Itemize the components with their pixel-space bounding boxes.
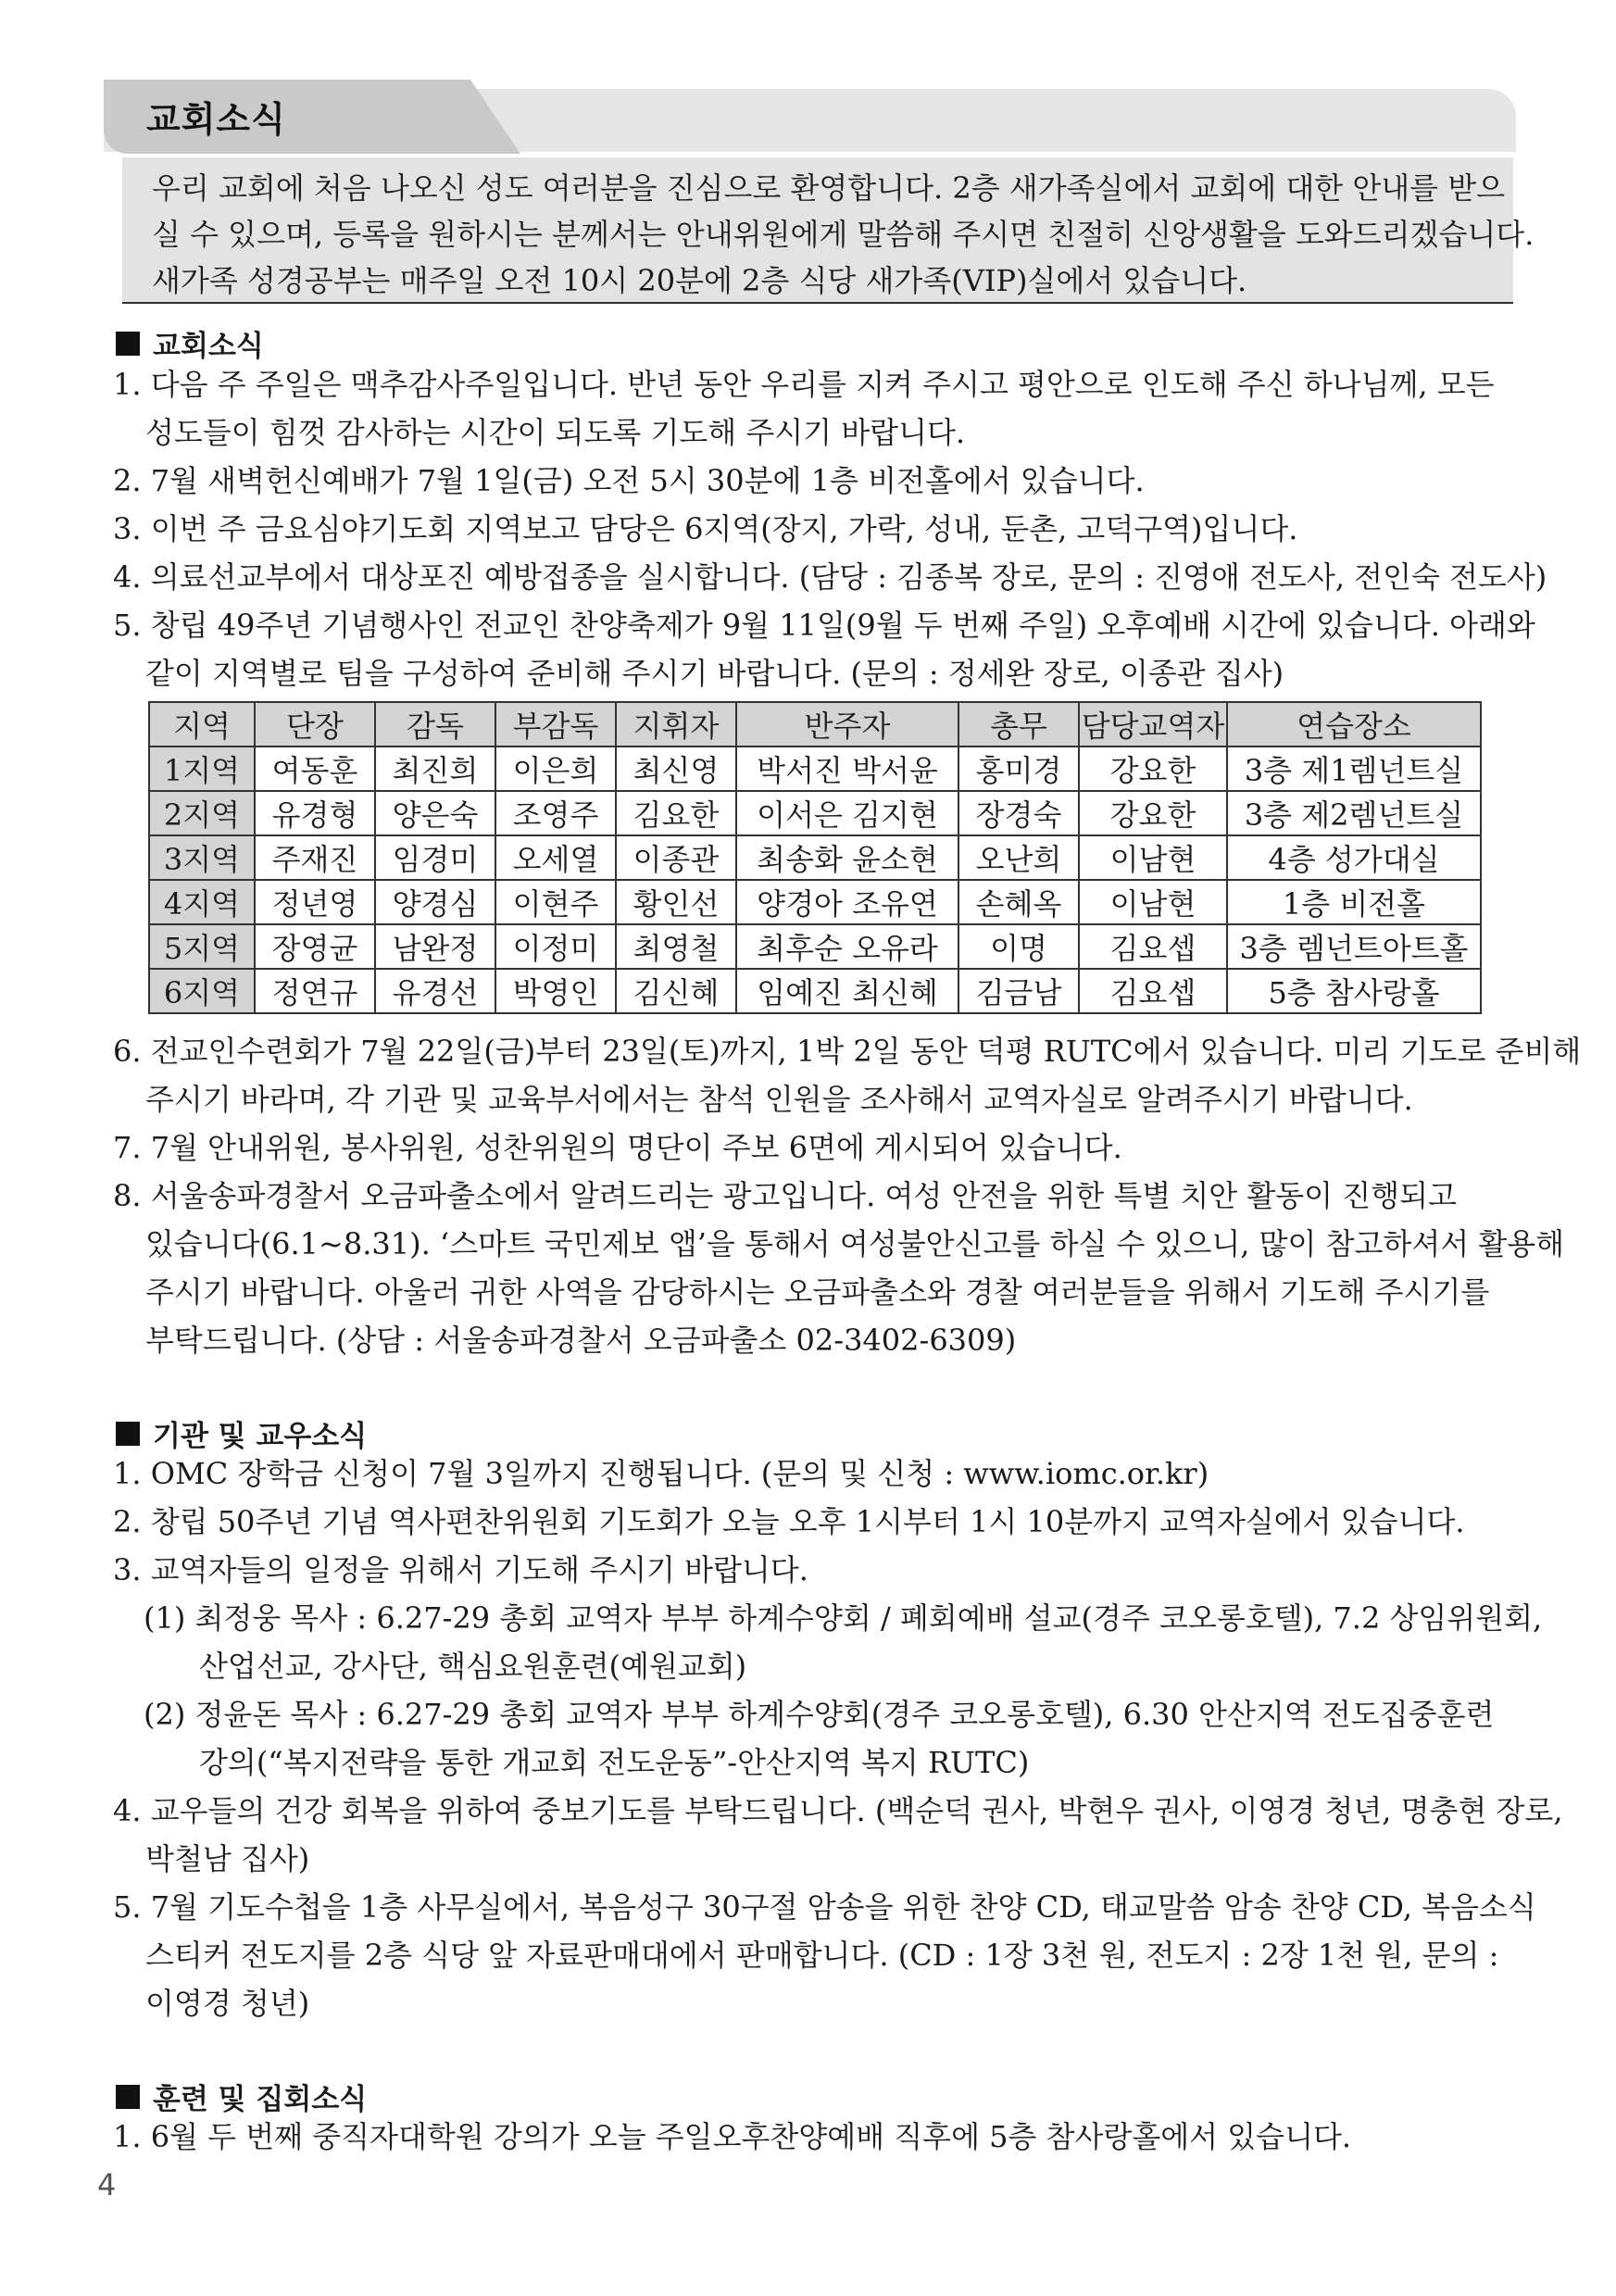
table-cell-region: 6지역 [149,969,255,1013]
table-header-cell: 담당교역자 [1079,702,1227,747]
news-line: 1. OMC 장학금 신청이 7월 3일까지 진행됩니다. (문의 및 신청 : www.iomc.or.kr) [113,1456,1209,1491]
table-cell: 강요한 [1079,747,1227,791]
section-heading-label: 훈련 및 집회소식 [153,2083,368,2116]
table-row [149,880,1481,924]
news-line: 8. 서울송파경찰서 오금파출소에서 알려드리는 광고입니다. 여성 안전을 위한 특별 치안 활동이 진행되고 [113,1178,1457,1213]
news-line: 같이 지역별로 팀을 구성하여 준비해 주시기 바랍니다. (문의 : 정세완 장로, 이종관 집사) [145,656,1284,691]
table-header-cell: 총무 [958,702,1079,747]
news-line: 5. 7월 기도수첩을 1층 사무실에서, 복음성구 30구절 암송을 위한 찬양 CD, 태교말씀 암송 찬양 CD, 복음소식 [113,1889,1536,1925]
table-cell-region: 1지역 [149,747,255,791]
news-line: 주시기 바랍니다. 아울러 귀한 사역을 감당하시는 오금파출소와 경찰 여러분들을 위해서 기도해 주시기를 [145,1274,1490,1310]
table-row [149,747,1481,791]
table-cell: 5층 참사랑홀 [1227,969,1481,1013]
table-cell: 황인선 [616,880,736,924]
welcome-line: 실 수 있으며, 등록을 원하시는 분께서는 안내위원에게 말씀해 주시면 친절히 신앙생활을 도와드리겠습니다. [152,217,1535,252]
table-cell: 김금남 [958,969,1079,1013]
table-cell: 이정미 [495,924,616,969]
table-cell: 박영인 [495,969,616,1013]
news-line: 박철남 집사) [145,1841,310,1876]
table-cell: 이남현 [1079,835,1227,880]
welcome-line: 우리 교회에 처음 나오신 성도 여러분을 진심으로 환영합니다. 2층 새가족실에서 교회에 대한 안내를 받으 [152,170,1506,206]
table-cell: 최영철 [616,924,736,969]
section-heading-training-news [116,2076,367,2117]
table-cell: 박서진 박서윤 [736,747,958,791]
table-cell: 남완정 [375,924,495,969]
section-heading-agency-news [116,1412,367,1454]
table-cell: 김신혜 [616,969,736,1013]
table-cell: 이종관 [616,835,736,880]
table-cell: 홍미경 [958,747,1079,791]
welcome-line: 새가족 성경공부는 매주일 오전 10시 20분에 2층 식당 새가족(VIP)실에서 있습니다. [152,263,1247,298]
table-cell: 양은숙 [375,791,495,835]
news-line: 3. 교역자들의 일정을 위해서 기도해 주시기 바랍니다. [113,1552,808,1587]
table-cell-region: 5지역 [149,924,255,969]
section-heading-church-news [116,322,264,364]
news-line: 3. 이번 주 금요심야기도회 지역보고 담당은 6지역(장지, 가락, 성내, 둔촌, 고덕구역)입니다. [113,511,1298,546]
news-line: (2) 정윤돈 목사 : 6.27-29 총회 교역자 부부 하계수양회(경주 코오롱호텔), 6.30 안산지역 전도집중훈련 [144,1697,1495,1732]
table-cell: 조영주 [495,791,616,835]
section-heading-label: 교회소식 [153,330,264,363]
news-line: 2. 창립 50주년 기념 역사편찬위원회 기도회가 오늘 오후 1시부터 1시 10분까지 교역자실에서 있습니다. [113,1504,1465,1539]
square-bullet-icon [116,1422,140,1446]
news-line: 스티커 전도지를 2층 식당 앞 자료판매대에서 판매합니다. (CD : 1장 3천 원, 전도지 : 2장 1천 원, 문의 : [145,1938,1499,1973]
news-line: 1. 다음 주 주일은 맥추감사주일입니다. 반년 동안 우리를 지켜 주시고 평안으로 인도해 주신 하나님께, 모든 [113,367,1495,402]
choir-team-table [148,701,1482,1014]
square-bullet-icon [116,2085,140,2109]
news-line: 1. 6월 두 번째 중직자대학원 강의가 오늘 주일오후찬양예배 직후에 5층 참사랑홀에서 있습니다. [113,2119,1352,2154]
table-cell: 주재진 [255,835,375,880]
table-cell: 이서은 김지현 [736,791,958,835]
table-cell: 최송화 윤소현 [736,835,958,880]
table-cell-region: 3지역 [149,835,255,880]
news-line: 있습니다(6.1~8.31). ‘스마트 국민제보 앱’을 통해서 여성불안신고를 하실 수 있으니, 많이 참고하셔서 활용해 [145,1226,1565,1261]
news-line: 4. 의료선교부에서 대상포진 예방접종을 실시합니다. (담당 : 김종복 장로, 문의 : 진영애 전도사, 전인숙 전도사) [113,559,1547,595]
news-line: 주시기 바라며, 각 기관 및 교육부서에서는 참석 인원을 조사해서 교역자실로 알려주시기 바랍니다. [145,1082,1413,1117]
table-header-cell: 지역 [149,702,255,747]
news-line: 부탁드립니다. (상담 : 서울송파경찰서 오금파출소 02-3402-6309) [145,1323,1017,1358]
table-cell: 장경숙 [958,791,1079,835]
table-cell: 이남현 [1079,880,1227,924]
table-cell: 정연규 [255,969,375,1013]
news-line: (1) 최정웅 목사 : 6.27-29 총회 교역자 부부 하계수양회 / 폐회예배 설교(경주 코오롱호텔), 7.2 상임위원회, [144,1600,1543,1636]
table-cell: 이명 [958,924,1079,969]
table-cell: 오난희 [958,835,1079,880]
table-row [149,969,1481,1013]
table-cell: 여동훈 [255,747,375,791]
table-header-cell: 연습장소 [1227,702,1481,747]
table-header-cell: 단장 [255,702,375,747]
table-cell: 강요한 [1079,791,1227,835]
table-cell: 이현주 [495,880,616,924]
table-cell: 김요한 [616,791,736,835]
table-cell-region: 2지역 [149,791,255,835]
table-cell: 오세열 [495,835,616,880]
table-cell: 임예진 최신혜 [736,969,958,1013]
table-header-row [149,702,1481,747]
news-line: 이영경 청년) [145,1986,310,2021]
news-line: 강의(“복지전략을 통한 개교회 전도운동”-안산지역 복지 RUTC) [199,1745,1030,1780]
table-header-cell: 반주자 [736,702,958,747]
table-cell: 최진희 [375,747,495,791]
table-cell: 정년영 [255,880,375,924]
table-cell: 김요셉 [1079,969,1227,1013]
table-header-cell: 지휘자 [616,702,736,747]
table-row [149,791,1481,835]
table-row [149,924,1481,969]
welcome-box [122,157,1535,304]
news-line: 성도들이 힘껏 감사하는 시간이 되도록 기도해 주시기 바랍니다. [145,415,966,450]
table-cell: 3층 제2렘넌트실 [1227,791,1481,835]
table-cell: 양경심 [375,880,495,924]
table-cell: 4층 성가대실 [1227,835,1481,880]
square-bullet-icon [116,332,140,356]
table-cell: 김요셉 [1079,924,1227,969]
table-cell: 3층 제1렘넌트실 [1227,747,1481,791]
table-cell: 장영균 [255,924,375,969]
news-line: 2. 7월 새벽헌신예배가 7월 1일(금) 오전 5시 30분에 1층 비전홀에서 있습니다. [113,463,1145,498]
table-cell: 유경형 [255,791,375,835]
page-number: 4 [97,2167,117,2202]
table-cell: 손혜옥 [958,880,1079,924]
table-cell: 최후순 오유라 [736,924,958,969]
table-cell: 이은희 [495,747,616,791]
table-cell: 임경미 [375,835,495,880]
news-line: 산업선교, 강사단, 핵심요원훈련(예원교회) [199,1649,747,1684]
news-line: 6. 전교인수련회가 7월 22일(금)부터 23일(토)까지, 1박 2일 동안 덕평 RUTC에서 있습니다. 미리 기도로 준비해 [113,1034,1582,1069]
table-cell: 최신영 [616,747,736,791]
table-cell: 양경아 조유연 [736,880,958,924]
news-line: 4. 교우들의 건강 회복을 위하여 중보기도를 부탁드립니다. (백순덕 권사, 박현우 권사, 이영경 청년, 명충현 장로, [113,1793,1563,1828]
news-line: 7. 7월 안내위원, 봉사위원, 성찬위원의 명단이 주보 6면에 게시되어 있습니다. [113,1130,1122,1165]
table-row [149,835,1481,880]
table-cell-region: 4지역 [149,880,255,924]
news-line: 5. 창립 49주년 기념행사인 전교인 찬양축제가 9월 11일(9월 두 번째 주일) 오후예배 시간에 있습니다. 아래와 [113,608,1535,643]
table-cell: 1층 비전홀 [1227,880,1481,924]
table-header-cell: 감독 [375,702,495,747]
table-header-cell: 부감독 [495,702,616,747]
section-heading-label: 기관 및 교우소식 [153,1420,368,1453]
table-cell: 유경선 [375,969,495,1013]
table-cell: 3층 렘넌트아트홀 [1227,924,1481,969]
page-title: 교회소식 [146,99,286,140]
